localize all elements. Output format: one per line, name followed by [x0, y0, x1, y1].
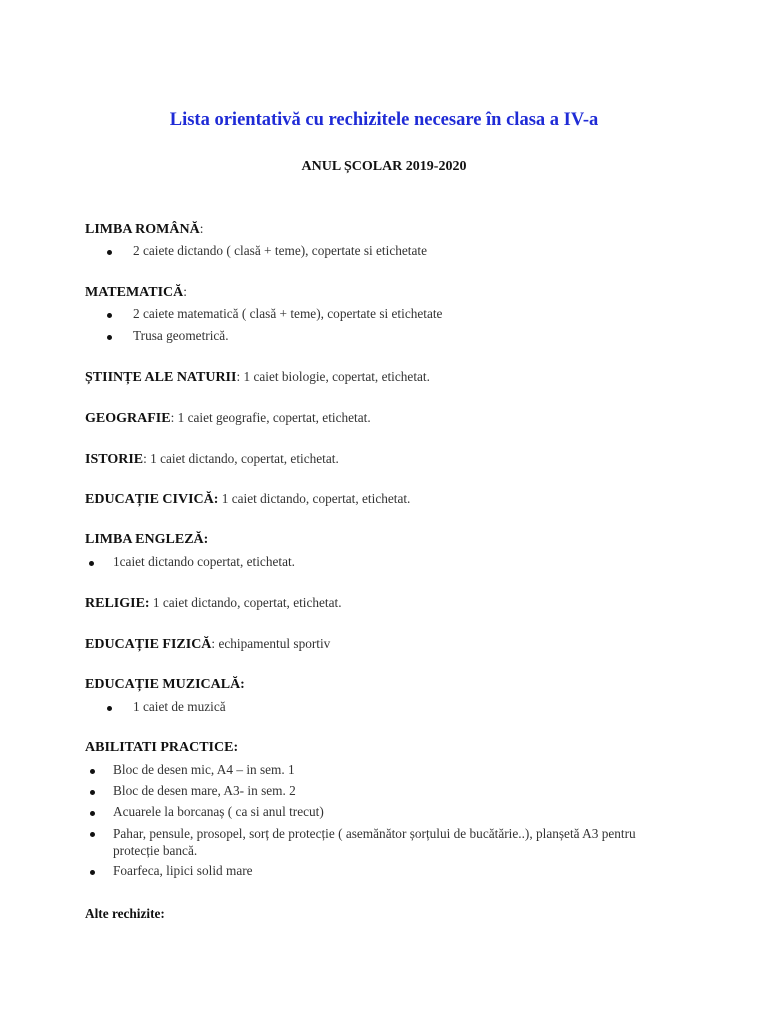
bullet-icon [89, 561, 94, 566]
section-heading-religie [85, 595, 342, 612]
section-title: GEOGRAFIE [85, 411, 171, 426]
bullet-icon [90, 832, 95, 837]
section-heading-civica [85, 491, 410, 508]
bullet-icon [90, 790, 95, 795]
section-heading-stiinte [85, 369, 430, 386]
list-item-text: 2 caiete matematică ( clasă + teme), copertate si etichetate [133, 306, 443, 321]
list-item [113, 804, 324, 820]
bullet-icon [107, 706, 112, 711]
section-heading-romana [85, 221, 203, 238]
list-item [113, 863, 253, 879]
section-title: EDUCAȚIE MUZICALĂ: [85, 677, 245, 692]
list-item [133, 328, 229, 344]
list-item [113, 825, 673, 859]
section-rest: 1 caiet dictando, copertat, etichetat. [218, 491, 411, 506]
list-item-text: Acuarele la borcanaș ( ca si anul trecut) [113, 804, 324, 819]
section-rest: : 1 caiet biologie, copertat, etichetat. [236, 369, 430, 384]
list-item [113, 554, 295, 570]
section-rest: : 1 caiet dictando, copertat, etichetat. [143, 451, 339, 466]
section-rest: : echipamentul sportiv [211, 636, 331, 651]
page-title: Lista orientativă cu rechizitele necesare în clasa a IV-a [169, 110, 599, 130]
section-rest: 1 caiet dictando, copertat, etichetat. [149, 595, 342, 610]
section-heading-abilitati [85, 740, 238, 756]
bullet-icon [90, 811, 95, 816]
section-title: LIMBA ROMÂNĂ [85, 222, 200, 237]
section-title: ȘTIINȚE ALE NATURII [85, 370, 237, 385]
section-heading-istorie [85, 451, 339, 468]
list-item [113, 783, 296, 799]
bullet-icon [90, 870, 95, 875]
list-item-text: 1caiet dictando copertat, etichetat. [113, 554, 296, 569]
section-rest: : [199, 221, 204, 236]
section-heading-geografie [85, 410, 371, 427]
school-year-subtitle: ANUL ȘCOLAR 2019-2020 [301, 159, 467, 174]
section-heading-engleza [85, 532, 208, 548]
list-item-text: Trusa geometrică. [133, 328, 229, 343]
section-rest: : [183, 284, 187, 299]
list-item [133, 699, 226, 715]
list-item [133, 243, 427, 259]
bullet-icon [107, 335, 112, 340]
list-item-text: 2 caiete dictando ( clasă + teme), copertate si etichetate [133, 243, 427, 258]
list-item-text: Bloc de desen mic, A4 – in sem. 1 [113, 762, 295, 777]
section-rest: : 1 caiet geografie, copertat, etichetat. [170, 410, 371, 425]
list-item-text: 1 caiet de muzică [133, 699, 226, 714]
section-heading-fizica [85, 636, 330, 653]
section-title: RELIGIE: [85, 596, 150, 611]
list-item-text: Pahar, pensule, prosopel, sorț de protecție ( asemănător șorțului de bucătărie..), planșetă A3 pentru protecție bancă. [113, 826, 636, 858]
section-title: MATEMATICĂ [85, 285, 184, 300]
bullet-icon [107, 313, 112, 318]
section-heading-matematica [85, 284, 187, 301]
section-title: ABILITATI PRACTICE: [85, 740, 239, 755]
list-item-text: Bloc de desen mare, A3- in sem. 2 [113, 783, 296, 798]
section-title: LIMBA ENGLEZĂ: [85, 532, 209, 547]
section-title: EDUCAȚIE FIZICĂ [85, 637, 212, 652]
list-item [133, 306, 442, 322]
bullet-icon [107, 250, 112, 255]
section-title: Alte rechizite: [85, 906, 165, 921]
bullet-icon [90, 769, 95, 774]
section-title: ISTORIE [85, 452, 144, 467]
section-title: EDUCAȚIE CIVICĂ: [85, 492, 219, 507]
section-heading-alte [85, 906, 165, 922]
section-heading-muzicala [85, 677, 245, 693]
list-item-text: Foarfeca, lipici solid mare [113, 863, 253, 878]
list-item [113, 762, 295, 778]
